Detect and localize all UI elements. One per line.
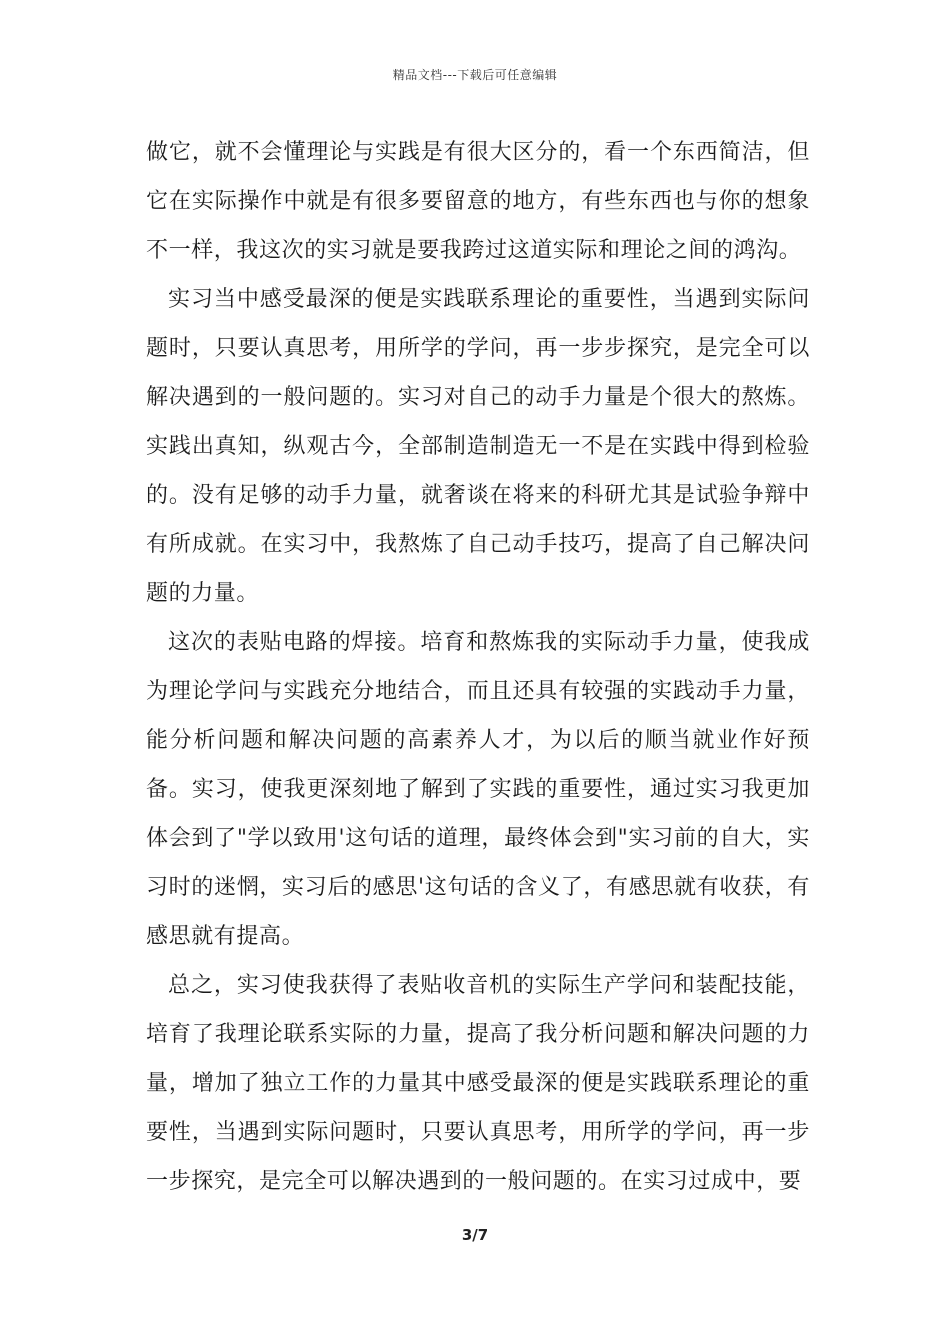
paragraph-1: 做它，就不会懂理论与实践是有很大区分的，看一个东西简洁，但它在实际操作中就是有很多要留意的地方，有些东西也与你的想象不一样，我这次的实习就是要我跨过这道实际和理论之间的鸿沟。 [146, 140, 810, 263]
paragraph-2: 实习当中感受最深的便是实践联系理论的重要性，当遇到实际问题时，只要认真思考，用所学的学问，再一步步探究，是完全可以解决遇到的一般问题的。实习对自己的动手力量是个很大的熬炼。实践出真知，纵观古今，全部制造制造无一不是在实践中得到检验的。没有足够的动手力量，就奢谈在将来的科研尤其是试验争辩中有所成就。在实习中，我熬炼了自己动手技巧，提高了自己解决问题的力量。 [146, 287, 810, 606]
paragraph-3: 这次的表贴电路的焊接。培育和熬炼我的实际动手力量，使我成为理论学问与实践充分地结合，而且还具有较强的实践动手力量，能分析问题和解决问题的高素养人才，为以后的顺当就业作好预备。实习，使我更深刻地了解到了实践的重要性，通过实习我更加体会到了"学以致用'这句话的道理，最终体会到"实习前的自大，实习时的迷惘，实习后的感思'这句话的含义了，有感思就有收获，有感思就有提高。 [146, 630, 810, 949]
total-pages: 7 [477, 1226, 489, 1244]
header-text: 精品文档---下载后可任意编辑 [392, 68, 558, 82]
document-body [146, 128, 810, 1206]
page-separator: / [472, 1226, 478, 1244]
paragraph-4: 总之，实习使我获得了表贴收音机的实际生产学问和装配技能，培育了我理论联系实际的力量，提高了我分析问题和解决问题的力量，增加了独立工作的力量其中感受最深的便是实践联系理论的重要性，当遇到实际问题时，只要认真思考，用所学的学问，再一步一步探究，是完全可以解决遇到的一般问题的。在实习过成中，要 [146, 973, 810, 1194]
page-header [0, 66, 950, 83]
page-number [0, 1226, 950, 1244]
current-page: 3 [461, 1226, 473, 1244]
